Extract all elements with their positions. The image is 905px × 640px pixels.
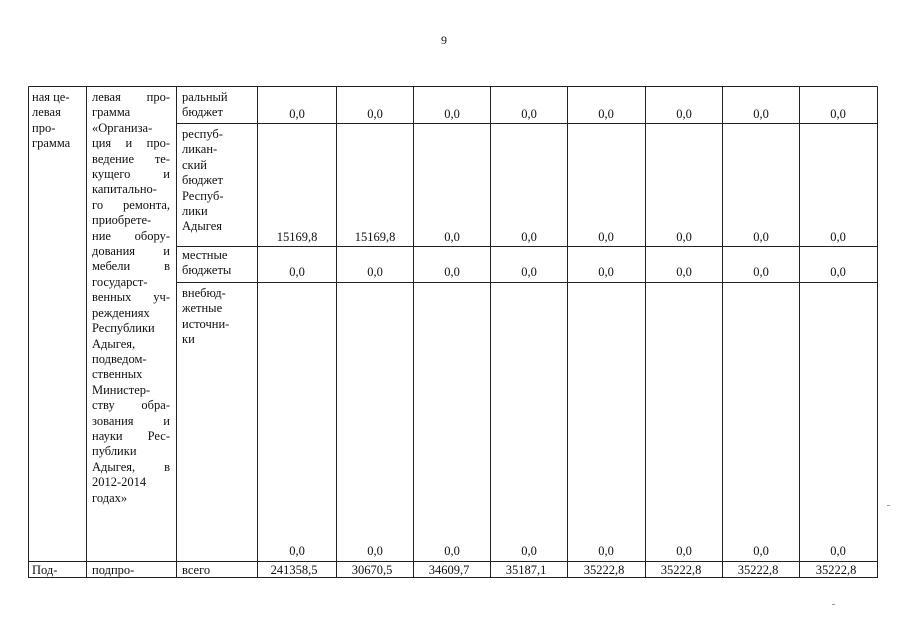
value-cell: 0,0 (676, 544, 692, 558)
value-cell: 0,0 (521, 107, 537, 121)
column2-bottom-label: подпро- (92, 563, 135, 577)
value-cell: 0,0 (289, 544, 305, 558)
scan-speck (832, 604, 835, 605)
value-cell: 0,0 (521, 230, 537, 244)
program-title: левая про- грамма «Организа- ция и про- ведение те- кущего и капитально- го ремонта, приобрете- ние обору- дования и мебели в государст- венных уч- реждениях Республики Адыгея, подведом- ственных Министер- ству обра- зования и науки Рес- публики Адыгея, в 2012-2014 годах» (92, 90, 170, 505)
value-cell: 0,0 (367, 265, 383, 279)
total-cell: 241358,5 (270, 563, 318, 577)
value-cell: 0,0 (753, 544, 769, 558)
total-cell: 35222,8 (737, 563, 779, 577)
value-cell: 0,0 (598, 265, 614, 279)
value-cell: 0,0 (598, 230, 614, 244)
value-cell: 0,0 (444, 265, 460, 279)
value-cell: 0,0 (289, 265, 305, 279)
total-cell: 35222,8 (583, 563, 625, 577)
value-cell: 0,0 (444, 544, 460, 558)
value-cell: 15169,8 (276, 230, 318, 244)
column1-top-label: ная це- левая про- грамма (32, 90, 71, 151)
value-cell: 0,0 (753, 107, 769, 121)
total-cell: 35222,8 (815, 563, 857, 577)
value-cell: 0,0 (521, 265, 537, 279)
page-number: 9 (441, 33, 447, 47)
row-label-republican: респуб- ликан- ский бюджет Респуб- лики Адыгея (182, 127, 224, 234)
value-cell: 0,0 (289, 107, 305, 121)
value-cell: 0,0 (753, 265, 769, 279)
row-label-extrabudgetary: внебюд- жетные источни- ки (182, 286, 230, 347)
value-cell: 0,0 (830, 230, 846, 244)
value-cell: 15169,8 (354, 230, 396, 244)
value-cell: 0,0 (444, 107, 460, 121)
value-cell: 0,0 (521, 544, 537, 558)
total-cell: 35187,1 (505, 563, 547, 577)
value-cell: 0,0 (830, 107, 846, 121)
value-cell: 0,0 (676, 265, 692, 279)
value-cell: 0,0 (367, 107, 383, 121)
column1-bottom-label: Под- (32, 563, 58, 577)
total-cell: 34609,7 (428, 563, 470, 577)
value-cell: 0,0 (676, 230, 692, 244)
value-cell: 0,0 (598, 544, 614, 558)
value-cell: 0,0 (598, 107, 614, 121)
scan-speck (887, 505, 890, 506)
row-label-local: местные бюджеты (182, 248, 232, 278)
total-cell: 30670,5 (351, 563, 393, 577)
row-label-total: всего (182, 563, 211, 577)
row-label-federal: ральный бюджет (182, 90, 228, 120)
value-cell: 0,0 (367, 544, 383, 558)
value-cell: 0,0 (753, 230, 769, 244)
value-cell: 0,0 (676, 107, 692, 121)
value-cell: 0,0 (444, 230, 460, 244)
total-cell: 35222,8 (660, 563, 702, 577)
value-cell: 0,0 (830, 265, 846, 279)
value-cell: 0,0 (830, 544, 846, 558)
